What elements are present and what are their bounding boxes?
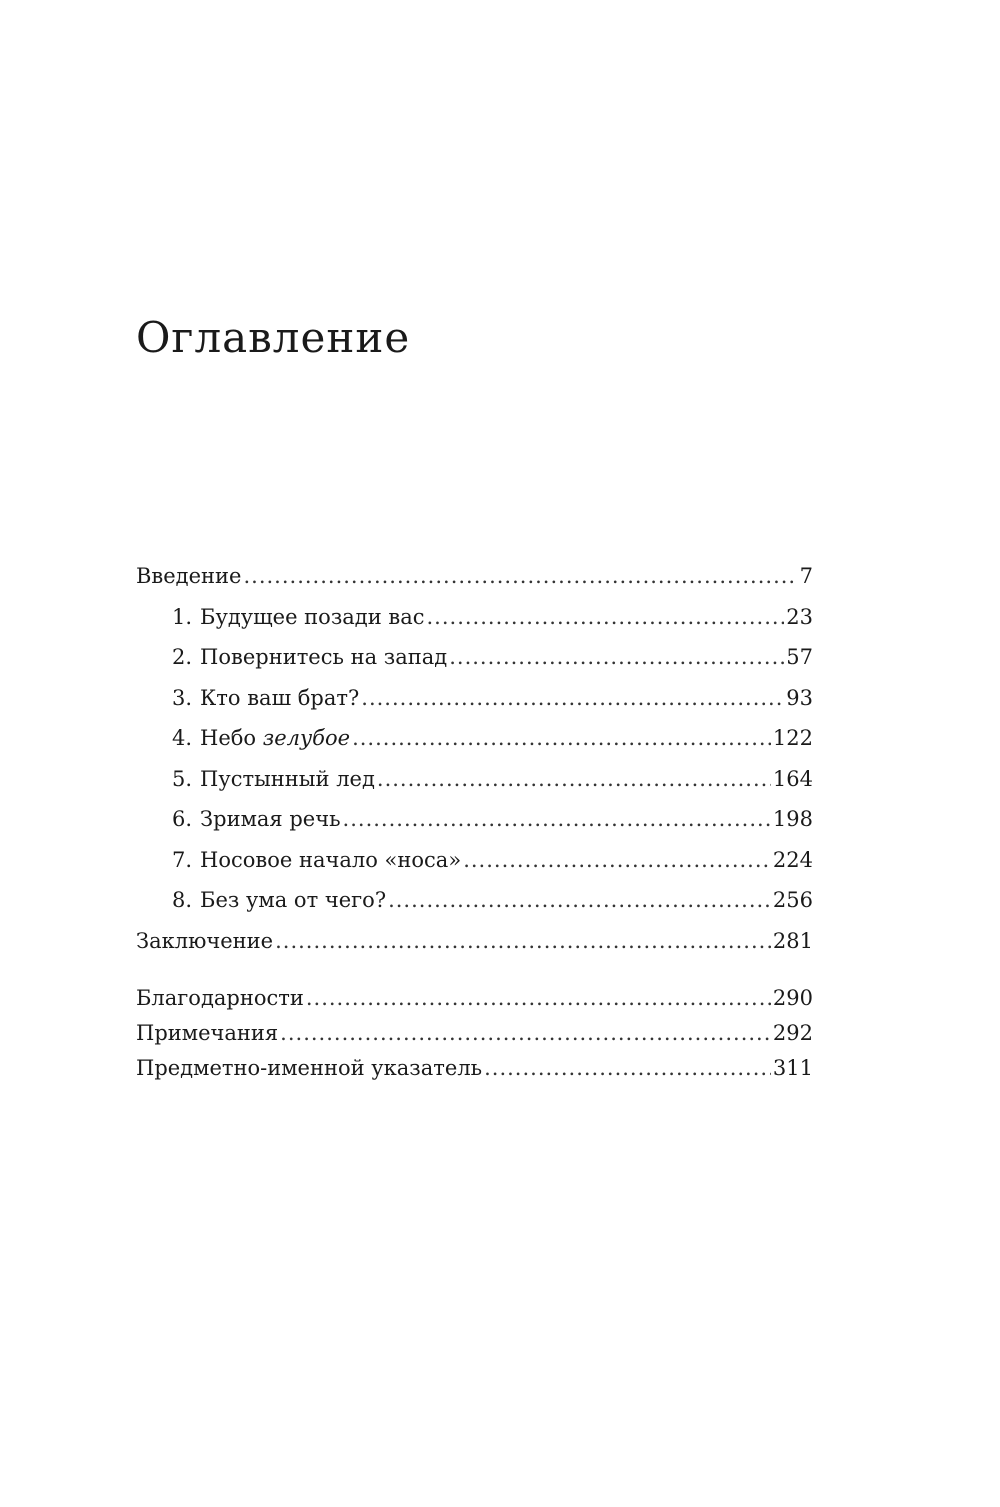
toc-entry-page: 224 [772,847,813,872]
toc-back-matter-section [136,981,813,1086]
toc-entry-page: 292 [772,1021,813,1045]
dot-leader [449,637,784,678]
toc-entry-number: 3. [172,685,193,710]
toc-entry-chapter-5[interactable] [136,759,813,800]
toc-entry-title: Носовое начало «носа» [200,847,462,872]
toc-entry-title: Зримая речь [200,807,341,831]
dot-leader [280,1016,771,1051]
toc-entry-page: 23 [786,604,813,629]
toc-entry-title: Заключение [136,928,274,953]
table-of-contents [136,556,813,1086]
toc-entry-chapter-3[interactable] [136,678,813,719]
toc-entry-number: 1. [172,604,193,629]
toc-entry-chapter-2[interactable] [136,637,813,678]
toc-entry-index[interactable] [136,1051,813,1086]
toc-entry-chapter-1[interactable] [136,597,813,638]
dot-leader [275,921,771,962]
toc-entry-acknowledgements[interactable] [136,981,813,1016]
dot-leader [484,1051,771,1086]
toc-entry-page: 122 [772,726,813,750]
toc-entry-conclusion[interactable] [136,921,813,962]
toc-entry-notes[interactable] [136,1016,813,1051]
page-title: Оглавление [136,313,411,362]
toc-entry-page: 7 [799,564,813,588]
toc-entry-title: Примечания [136,1021,279,1045]
dot-leader [243,556,797,597]
toc-entry-number: 4. [172,726,193,750]
toc-entry-number: 5. [172,766,193,791]
dot-leader [352,718,771,759]
toc-entry-page: 93 [786,685,813,710]
toc-entry-title: Предметно-именной указатель [136,1056,483,1080]
toc-entry-introduction[interactable] [136,556,813,597]
toc-entry-title-italic: зелубое [262,726,351,750]
toc-entry-title [200,718,350,759]
dot-leader [361,678,784,719]
dot-leader [388,880,771,921]
toc-entry-page: 164 [772,766,813,791]
toc-entry-title: Пустынный лед [200,766,375,791]
toc-entry-chapter-8[interactable] [136,880,813,921]
toc-entry-chapter-7[interactable] [136,840,813,881]
toc-entry-number: 7. [172,847,193,872]
dot-leader [343,799,771,840]
toc-entry-title: Без ума от чего? [200,888,387,912]
toc-entry-title: Кто ваш брат? [200,685,360,710]
toc-entry-title-plain: Небо [200,726,263,750]
toc-entry-number: 8. [172,888,193,912]
toc-entry-title: Будущее позади вас [200,604,425,629]
dot-leader [377,759,771,800]
toc-entry-title: Введение [136,564,242,588]
toc-entry-chapter-4[interactable] [136,718,813,759]
toc-entry-chapter-6[interactable] [136,799,813,840]
toc-entry-number: 2. [172,645,193,669]
toc-entry-page: 198 [772,807,813,831]
toc-entry-title: Повернитесь на запад [200,645,448,669]
toc-entry-title: Благодарности [136,986,304,1010]
toc-entry-page: 290 [772,986,813,1010]
toc-entry-page: 281 [772,928,813,953]
toc-entry-page: 311 [772,1056,813,1080]
dot-leader [463,840,771,881]
toc-entry-page: 57 [786,645,813,669]
dot-leader [427,597,785,638]
toc-main-section [136,556,813,961]
toc-entry-page: 256 [772,888,813,912]
toc-entry-number: 6. [172,807,193,831]
dot-leader [306,981,771,1016]
